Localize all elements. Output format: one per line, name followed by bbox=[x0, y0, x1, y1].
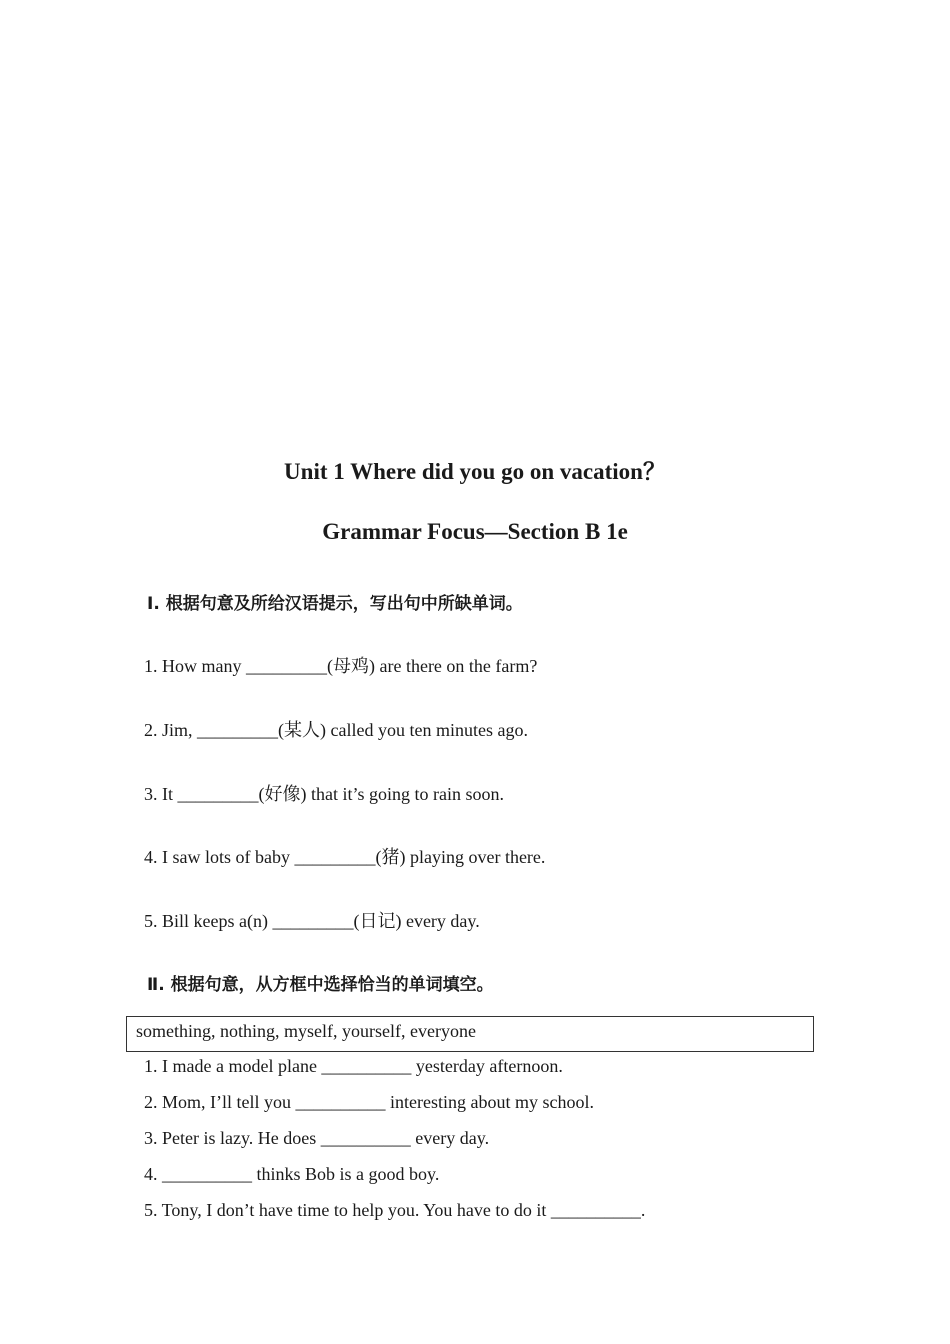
word-box bbox=[126, 1016, 814, 1052]
section-1-heading: Ⅰ. 根据句意及所给汉语提示，写出句中所缺单词。 bbox=[147, 594, 523, 614]
section-1-question-2: 2. Jim, _________(某人) called you ten minutes ago. bbox=[144, 720, 528, 740]
page-subtitle: Grammar Focus—Section B 1e bbox=[322, 519, 628, 544]
section-1-question-3: 3. It _________(好像) that it’s going to rain soon. bbox=[144, 784, 504, 804]
section-1-question-1: 1. How many _________(母鸡) are there on the farm? bbox=[144, 656, 538, 676]
section-2-question-1: 1. I made a model plane __________ yesterday afternoon. bbox=[144, 1056, 563, 1076]
page-title: Unit 1 Where did you go on vacation？ bbox=[284, 459, 666, 484]
section-2-question-4: 4. __________ thinks Bob is a good boy. bbox=[144, 1164, 440, 1184]
section-2-heading: Ⅱ. 根据句意，从方框中选择恰当的单词填空。 bbox=[147, 975, 494, 995]
section-2-question-2: 2. Mom, I’ll tell you __________ interesting about my school. bbox=[144, 1092, 594, 1112]
section-1-question-5: 5. Bill keeps a(n) _________(日记) every day. bbox=[144, 911, 480, 931]
word-box-text: something, nothing, myself, yourself, everyone bbox=[136, 1021, 476, 1041]
section-2-question-3: 3. Peter is lazy. He does __________ every day. bbox=[144, 1128, 490, 1148]
section-2-question-5: 5. Tony, I don’t have time to help you. You have to do it __________. bbox=[144, 1200, 646, 1220]
section-1-question-4: 4. I saw lots of baby _________(猪) playing over there. bbox=[144, 847, 546, 867]
